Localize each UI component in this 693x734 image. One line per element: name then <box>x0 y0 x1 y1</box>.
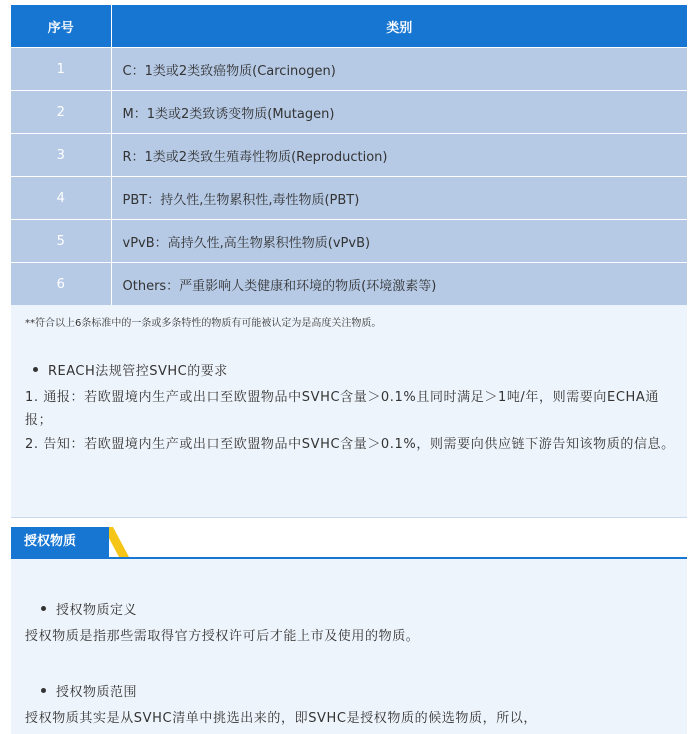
content-wrapper <box>11 5 687 734</box>
table-row <box>11 177 687 220</box>
auth-scope-bullet <box>41 681 137 700</box>
reach-bullet <box>33 360 228 379</box>
table-row <box>11 220 687 263</box>
auth-scope-text: 授权物质其实是从SVHC清单中挑选出来的，即SVHC是授权物质的候选物质，所以， <box>25 711 537 726</box>
auth-definition-bullet <box>41 599 137 618</box>
row-number: 2 <box>11 91 111 134</box>
table-header-row <box>11 5 687 48</box>
row-number: 3 <box>11 134 111 177</box>
reach-item-inform: 2. 告知：若欧盟境内生产或出口至欧盟物品中SVHC含量＞0.1%，则需要向供应链下游告知该物质的信息。 <box>25 437 675 452</box>
reach-item-notification: 1. 通报：若欧盟境内生产或出口至欧盟物品中SVHC含量＞0.1%且同时满足＞1吨/年，则需要向ECHA通报； <box>25 390 659 428</box>
header-serial-number: 序号 <box>11 5 111 48</box>
section-header <box>11 527 687 559</box>
header-category: 类别 <box>111 5 687 48</box>
row-number: 1 <box>11 48 111 91</box>
bullet-dot-icon <box>41 688 46 693</box>
row-category: PBT：持久性,生物累积性,毒性物质(PBT) <box>111 177 687 220</box>
svhc-criteria-table <box>11 5 687 305</box>
authorisation-panel <box>11 559 687 734</box>
bullet-dot-icon <box>33 367 38 372</box>
table-row <box>11 48 687 91</box>
row-category: C：1类或2类致癌物质(Carcinogen) <box>111 48 687 91</box>
section-accent-stripe-icon <box>103 527 133 557</box>
table-row <box>11 134 687 177</box>
row-number: 6 <box>11 263 111 306</box>
row-category: Others：严重影响人类健康和环境的物质(环境激素等) <box>111 263 687 306</box>
criteria-footnote: **符合以上6条标准中的一条或多条特性的物质有可能被认定为是高度关注物质。 <box>25 318 382 329</box>
row-number: 4 <box>11 177 111 220</box>
auth-scope-label: 授权物质范围 <box>56 685 138 700</box>
reach-requirements-panel <box>11 305 687 517</box>
reach-bullet-label: REACH法规管控SVHC的要求 <box>48 364 228 379</box>
row-category: R：1类或2类致生殖毒性物质(Reproduction) <box>111 134 687 177</box>
table-row <box>11 263 687 306</box>
spacer <box>11 518 687 527</box>
section-title: 授权物质 <box>11 527 109 557</box>
auth-definition-label: 授权物质定义 <box>56 603 138 618</box>
bullet-dot-icon <box>41 606 46 611</box>
table-row <box>11 91 687 134</box>
row-number: 5 <box>11 220 111 263</box>
row-category: M：1类或2类致诱变物质(Mutagen) <box>111 91 687 134</box>
auth-definition-text: 授权物质是指那些需取得官方授权许可后才能上市及使用的物质。 <box>25 629 420 644</box>
row-category: vPvB：高持久性,高生物累积性物质(vPvB) <box>111 220 687 263</box>
